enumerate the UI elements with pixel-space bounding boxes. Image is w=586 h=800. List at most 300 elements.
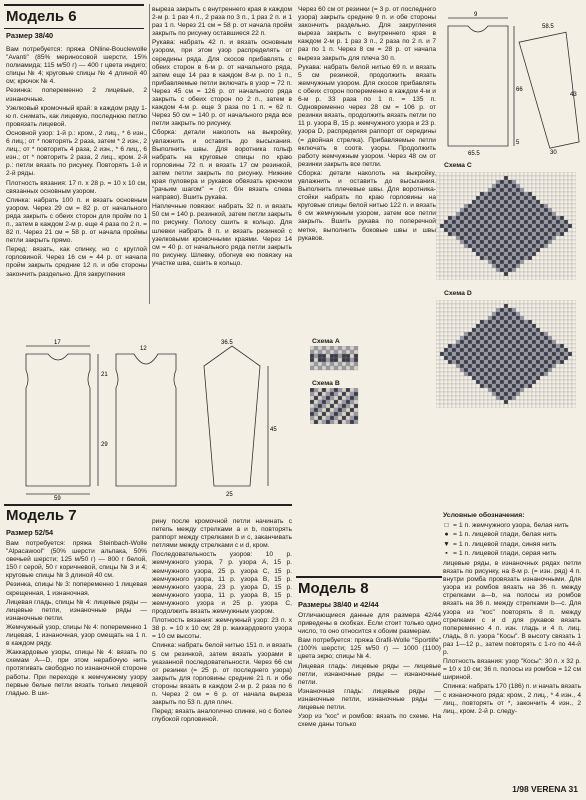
grid-cell (572, 212, 576, 216)
grid-cell (572, 356, 576, 360)
grid-cell (544, 304, 548, 308)
model7-sizes: Размер 52/54 (6, 528, 54, 537)
grid-cell (484, 264, 488, 268)
grid-cell (468, 400, 472, 404)
grid-cell (524, 352, 528, 356)
grid-cell (468, 244, 472, 248)
grid-cell (540, 332, 544, 336)
grid-cell (508, 184, 512, 188)
grid-cell (552, 392, 556, 396)
grid-cell (544, 316, 548, 320)
grid-cell (318, 358, 322, 362)
grid-cell (444, 312, 448, 316)
grid-cell (568, 220, 572, 224)
grid-cell (540, 336, 544, 340)
grid-cell (444, 252, 448, 256)
grid-cell (488, 340, 492, 344)
grid-cell (500, 328, 504, 332)
grid-cell (560, 356, 564, 360)
legend-title: Условные обозначения: (443, 512, 525, 519)
grid-cell (520, 228, 524, 232)
grid-cell (544, 312, 548, 316)
grid-cell (488, 388, 492, 392)
grid-cell (544, 400, 548, 404)
grid-cell (508, 404, 512, 408)
grid-cell (472, 268, 476, 272)
grid-cell (520, 304, 524, 308)
grid-cell (544, 192, 548, 196)
grid-cell (436, 188, 440, 192)
grid-cell (444, 344, 448, 348)
grid-cell (548, 276, 552, 280)
grid-cell (492, 236, 496, 240)
grid-cell (528, 396, 532, 400)
grid-cell (484, 308, 488, 312)
grid-cell (436, 400, 440, 404)
grid-cell (342, 358, 346, 362)
grid-cell (480, 336, 484, 340)
grid-cell (314, 396, 318, 400)
grid-cell (524, 360, 528, 364)
grid-cell (568, 308, 572, 312)
grid-cell (568, 256, 572, 260)
grid-cell (564, 180, 568, 184)
grid-cell (500, 228, 504, 232)
grid-cell (492, 248, 496, 252)
grid-cell (354, 392, 358, 396)
grid-cell (480, 196, 484, 200)
grid-cell (436, 252, 440, 256)
grid-cell (544, 332, 548, 336)
grid-cell (452, 336, 456, 340)
grid-cell (476, 312, 480, 316)
grid-cell (528, 188, 532, 192)
grid-cell (330, 350, 334, 354)
grid-cell (456, 188, 460, 192)
grid-cell (540, 404, 544, 408)
grid-cell (464, 208, 468, 212)
grid-cell (464, 348, 468, 352)
grid-cell (500, 208, 504, 212)
grid-cell (512, 272, 516, 276)
paragraph: Наплечные повязки: набрать 32 п. и вязать 50 см = 140 р. резинкой, затем петли закрыть по рисунку. Полосу сшить в кольцо. Для шлевки набрать 8 п. и вязать резинкой с узелковыми кромочными краями. Через 14 см = 40 р. от начального ряда петли закрыть по рисунку. Шлевку, обогнув ею повязку на участке шва, сшить в кольцо. (152, 203, 292, 267)
grid-cell (548, 336, 552, 340)
grid-cell (556, 336, 560, 340)
grid-cell (560, 360, 564, 364)
grid-cell (572, 320, 576, 324)
grid-cell (440, 404, 444, 408)
model8-text (298, 612, 441, 730)
grid-cell (572, 252, 576, 256)
grid-cell (436, 236, 440, 240)
grid-cell (440, 364, 444, 368)
grid-cell (468, 300, 472, 304)
grid-cell (448, 268, 452, 272)
grid-cell (528, 272, 532, 276)
grid-cell (448, 396, 452, 400)
grid-cell (464, 356, 468, 360)
grid-cell (500, 172, 504, 176)
grid-cell (500, 236, 504, 240)
grid-cell (480, 272, 484, 276)
grid-cell (484, 316, 488, 320)
grid-cell (528, 340, 532, 344)
grid-cell (504, 196, 508, 200)
grid-cell (540, 392, 544, 396)
grid-cell (334, 346, 338, 350)
grid-cell (456, 368, 460, 372)
grid-cell (500, 272, 504, 276)
grid-cell (346, 362, 350, 366)
grid-cell (536, 324, 540, 328)
grid-cell (532, 396, 536, 400)
grid-cell (544, 380, 548, 384)
grid-cell (520, 212, 524, 216)
model6-schematic (6, 336, 292, 500)
grid-cell (568, 272, 572, 276)
grid-cell (342, 366, 346, 370)
grid-cell (524, 388, 528, 392)
grid-cell (464, 216, 468, 220)
grid-cell (468, 252, 472, 256)
grid-cell (472, 404, 476, 408)
grid-cell (440, 368, 444, 372)
grid-cell (508, 352, 512, 356)
grid-cell (436, 232, 440, 236)
grid-cell (440, 400, 444, 404)
grid-cell (452, 368, 456, 372)
grid-cell (504, 180, 508, 184)
grid-cell (528, 184, 532, 188)
grid-cell (444, 204, 448, 208)
grid-cell (440, 236, 444, 240)
grid-cell (476, 308, 480, 312)
grid-cell (536, 192, 540, 196)
grid-cell (496, 328, 500, 332)
grid-cell (476, 180, 480, 184)
grid-cell (480, 316, 484, 320)
grid-cell (338, 366, 342, 370)
grid-cell (548, 212, 552, 216)
grid-cell (504, 388, 508, 392)
grid-cell (484, 240, 488, 244)
grid-cell (528, 328, 532, 332)
grid-cell (564, 192, 568, 196)
grid-cell (548, 184, 552, 188)
grid-cell (544, 252, 548, 256)
grid-cell (444, 356, 448, 360)
grid-cell (492, 384, 496, 388)
grid-cell (548, 400, 552, 404)
grid-cell (504, 348, 508, 352)
grid-cell (480, 352, 484, 356)
grid-cell (524, 372, 528, 376)
grid-cell (500, 344, 504, 348)
grid-cell (452, 300, 456, 304)
grid-cell (460, 200, 464, 204)
grid-cell (540, 256, 544, 260)
grid-cell (532, 340, 536, 344)
grid-cell (568, 360, 572, 364)
grid-cell (516, 300, 520, 304)
grid-cell (488, 224, 492, 228)
grid-cell (548, 384, 552, 388)
grid-cell (500, 212, 504, 216)
grid-cell (464, 404, 468, 408)
grid-cell (512, 372, 516, 376)
grid-cell (484, 224, 488, 228)
grid-cell (556, 176, 560, 180)
grid-cell (552, 376, 556, 380)
grid-cell (568, 232, 572, 236)
grid-cell (444, 340, 448, 344)
grid-cell (452, 204, 456, 208)
grid-cell (508, 196, 512, 200)
grid-cell (448, 240, 452, 244)
grid-cell (504, 212, 508, 216)
grid-cell (480, 244, 484, 248)
grid-cell (318, 346, 322, 350)
grid-cell (524, 376, 528, 380)
grid-cell (488, 368, 492, 372)
grid-cell (472, 352, 476, 356)
grid-cell (444, 192, 448, 196)
grid-cell (512, 320, 516, 324)
grid-cell (488, 364, 492, 368)
grid-cell (512, 384, 516, 388)
grid-cell (476, 396, 480, 400)
grid-cell (560, 376, 564, 380)
grid-cell (560, 308, 564, 312)
grid-cell (560, 392, 564, 396)
grid-cell (464, 304, 468, 308)
grid-cell (484, 272, 488, 276)
grid-cell (334, 416, 338, 420)
grid-cell (556, 328, 560, 332)
grid-cell (560, 312, 564, 316)
grid-cell (504, 368, 508, 372)
grid-cell (548, 196, 552, 200)
dim-label: 12 (140, 346, 147, 352)
grid-cell (484, 332, 488, 336)
grid-cell (504, 324, 508, 328)
model8-text-cont (443, 560, 581, 717)
grid-cell (504, 320, 508, 324)
grid-cell (524, 252, 528, 256)
grid-cell (536, 300, 540, 304)
grid-cell (508, 388, 512, 392)
grid-cell (492, 188, 496, 192)
grid-cell (500, 192, 504, 196)
paragraph: лицевые ряды, в изнаночных рядах петли вязать по рисунку, на 8-м р. (= изн. ряд) 4 п. внутри ромба провязать изнаночными. Для узора из ромбов вязать на 36 п. между стрелками а—b, на полосы из ромбов вязать на 36 п. между стрелками b—c. Для узора из "кос" повторять 8 п. между стрелками с и d для рукавов вязать попеременно 4 п. изн. гладь и 4 п. лиц. гладь, 8 п. узора "Косы". В высоту связать 1 раз 1—12 р., затем повторять с 1-го по 44-й р. (443, 560, 581, 657)
grid-cell (480, 380, 484, 384)
grid-cell (476, 392, 480, 396)
grid-cell (464, 324, 468, 328)
grid-cell (496, 372, 500, 376)
grid-cell (524, 328, 528, 332)
grid-cell (448, 236, 452, 240)
grid-cell (516, 392, 520, 396)
grid-cell (464, 364, 468, 368)
grid-cell (492, 356, 496, 360)
grid-cell (472, 220, 476, 224)
grid-cell (516, 172, 520, 176)
grid-cell (568, 240, 572, 244)
grid-cell (548, 320, 552, 324)
grid-cell (564, 240, 568, 244)
grid-cell (536, 268, 540, 272)
grid-cell (508, 356, 512, 360)
paragraph: Вам потребуется: пряжа ONline-Bouclewolle "Avanti" (85% мериносовой шерсти, 15% полиамида; 115 м/50 г) — 400 г цвета индиго; спицы № 4; круговые спицы № 4 длиной 40 см; крючок № 4. (6, 46, 147, 86)
grid-cell (484, 180, 488, 184)
grid-cell (334, 396, 338, 400)
grid-cell (532, 260, 536, 264)
grid-cell (440, 180, 444, 184)
grid-cell (536, 196, 540, 200)
grid-cell (444, 276, 448, 280)
grid-cell (484, 312, 488, 316)
grid-cell (476, 324, 480, 328)
grid-cell (472, 324, 476, 328)
grid-cell (452, 232, 456, 236)
grid-cell (326, 396, 330, 400)
grid-cell (496, 260, 500, 264)
grid-cell (456, 232, 460, 236)
grid-cell (472, 308, 476, 312)
grid-cell (480, 328, 484, 332)
grid-cell (552, 200, 556, 204)
grid-cell (480, 324, 484, 328)
grid-cell (500, 352, 504, 356)
grid-cell (350, 420, 354, 424)
grid-cell (516, 196, 520, 200)
grid-cell (310, 350, 314, 354)
grid-cell (536, 208, 540, 212)
grid-cell (508, 228, 512, 232)
grid-cell (492, 244, 496, 248)
grid-cell (572, 248, 576, 252)
grid-cell (500, 312, 504, 316)
grid-cell (572, 324, 576, 328)
grid-cell (512, 400, 516, 404)
grid-cell (520, 316, 524, 320)
grid-cell (524, 384, 528, 388)
grid-cell (444, 384, 448, 388)
grid-cell (472, 388, 476, 392)
grid-cell (568, 312, 572, 316)
grid-cell (512, 200, 516, 204)
grid-cell (338, 392, 342, 396)
grid-cell (444, 332, 448, 336)
grid-cell (544, 324, 548, 328)
grid-cell (532, 388, 536, 392)
grid-cell (456, 388, 460, 392)
grid-cell (548, 236, 552, 240)
grid-cell (504, 356, 508, 360)
grid-cell (528, 308, 532, 312)
grid-cell (500, 332, 504, 336)
grid-cell (448, 380, 452, 384)
grid-cell (330, 362, 334, 366)
grid-cell (552, 256, 556, 260)
grid-cell (572, 260, 576, 264)
grid-cell (440, 176, 444, 180)
grid-cell (528, 200, 532, 204)
grid-cell (500, 368, 504, 372)
grid-cell (524, 188, 528, 192)
grid-cell (492, 328, 496, 332)
grid-cell (488, 244, 492, 248)
grid-cell (500, 336, 504, 340)
grid-cell (516, 304, 520, 308)
grid-cell (552, 348, 556, 352)
grid-cell (516, 224, 520, 228)
grid-cell (512, 252, 516, 256)
grid-cell (460, 184, 464, 188)
grid-cell (496, 388, 500, 392)
grid-cell (342, 420, 346, 424)
grid-cell (488, 372, 492, 376)
grid-cell (524, 200, 528, 204)
grid-cell (500, 324, 504, 328)
grid-cell (564, 236, 568, 240)
grid-cell (468, 332, 472, 336)
grid-cell (472, 396, 476, 400)
grid-cell (504, 236, 508, 240)
grid-cell (346, 388, 350, 392)
grid-cell (560, 352, 564, 356)
grid-cell (532, 344, 536, 348)
grid-cell (504, 220, 508, 224)
grid-cell (548, 380, 552, 384)
grid-cell (480, 332, 484, 336)
grid-cell (544, 224, 548, 228)
grid-cell (496, 312, 500, 316)
grid-cell (436, 340, 440, 344)
grid-cell (560, 348, 564, 352)
grid-cell (452, 256, 456, 260)
grid-cell (560, 336, 564, 340)
grid-cell (440, 384, 444, 388)
grid-cell (520, 208, 524, 212)
grid-cell (572, 180, 576, 184)
grid-cell (508, 392, 512, 396)
grid-cell (556, 244, 560, 248)
grid-cell (314, 354, 318, 358)
grid-cell (326, 354, 330, 358)
grid-cell (452, 304, 456, 308)
grid-cell (476, 348, 480, 352)
grid-cell (342, 346, 346, 350)
grid-cell (528, 364, 532, 368)
grid-cell (492, 400, 496, 404)
grid-cell (504, 216, 508, 220)
grid-cell (460, 364, 464, 368)
grid-cell (528, 356, 532, 360)
grid-cell (488, 248, 492, 252)
grid-cell (464, 300, 468, 304)
grid-cell (560, 188, 564, 192)
paragraph: Плотность вязания: жемчужный узор: 23 п. х 38 р. = 10 х 10 см; 28 р. жаккардового узора = 10 см высоты. (152, 617, 292, 641)
grid-cell (564, 256, 568, 260)
grid-cell (528, 204, 532, 208)
grid-cell (492, 204, 496, 208)
grid-cell (504, 392, 508, 396)
grid-cell (556, 224, 560, 228)
grid-cell (516, 324, 520, 328)
grid-cell (488, 216, 492, 220)
grid-cell (444, 320, 448, 324)
